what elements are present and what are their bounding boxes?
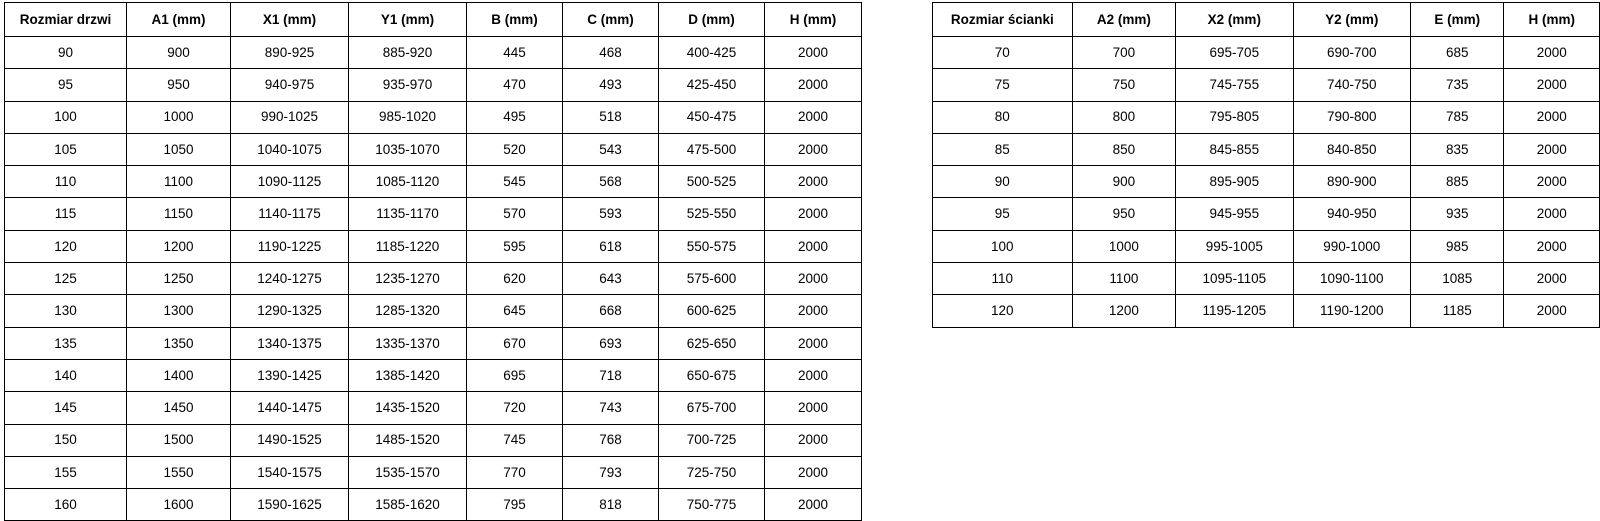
doors-cell: 400-425: [659, 37, 765, 69]
doors-cell: 670: [467, 327, 563, 359]
doors-cell: 668: [563, 295, 659, 327]
table-row: [5, 230, 862, 262]
doors-cell: 475-500: [659, 133, 765, 165]
table-row: [5, 263, 862, 295]
doors-cell: 985-1020: [349, 101, 467, 133]
doors-cell: 940-975: [231, 69, 349, 101]
doors-cell: 643: [563, 263, 659, 295]
table-row: [933, 69, 1600, 101]
doors-cell: 518: [563, 101, 659, 133]
table-row: [5, 37, 862, 69]
doors-cell: 543: [563, 133, 659, 165]
doors-column-header: D (mm): [659, 3, 765, 37]
walls-cell: 995-1005: [1176, 230, 1293, 262]
doors-cell: 145: [5, 392, 127, 424]
doors-cell: 645: [467, 295, 563, 327]
walls-column-header: H (mm): [1504, 3, 1600, 37]
table-row: [5, 198, 862, 230]
doors-cell: 1335-1370: [349, 327, 467, 359]
doors-cell: 1400: [127, 359, 231, 391]
walls-cell: 890-900: [1293, 166, 1410, 198]
doors-cell: 743: [563, 392, 659, 424]
doors-cell: 1485-1520: [349, 424, 467, 456]
walls-cell: 785: [1410, 101, 1504, 133]
walls-table-container: [932, 2, 1600, 328]
doors-column-header: Rozmiar drzwi: [5, 3, 127, 37]
doors-cell: 1150: [127, 198, 231, 230]
walls-dimensions-table: [932, 2, 1600, 328]
table-row: [5, 489, 862, 521]
doors-column-header: X1 (mm): [231, 3, 349, 37]
doors-cell: 693: [563, 327, 659, 359]
walls-cell: 1095-1105: [1176, 263, 1293, 295]
walls-cell: 2000: [1504, 37, 1600, 69]
walls-cell: 835: [1410, 133, 1504, 165]
doors-cell: 1235-1270: [349, 263, 467, 295]
doors-cell: 2000: [765, 166, 862, 198]
doors-cell: 525-550: [659, 198, 765, 230]
doors-cell: 1185-1220: [349, 230, 467, 262]
doors-cell: 620: [467, 263, 563, 295]
doors-cell: 150: [5, 424, 127, 456]
doors-cell: 135: [5, 327, 127, 359]
doors-cell: 425-450: [659, 69, 765, 101]
doors-cell: 140: [5, 359, 127, 391]
table-row: [5, 392, 862, 424]
doors-cell: 1050: [127, 133, 231, 165]
doors-cell: 1190-1225: [231, 230, 349, 262]
doors-cell: 1240-1275: [231, 263, 349, 295]
doors-cell: 718: [563, 359, 659, 391]
doors-cell: 950: [127, 69, 231, 101]
doors-cell: 520: [467, 133, 563, 165]
walls-cell: 90: [933, 166, 1073, 198]
doors-cell: 600-625: [659, 295, 765, 327]
doors-cell: 115: [5, 198, 127, 230]
walls-cell: 2000: [1504, 198, 1600, 230]
table-row: [5, 133, 862, 165]
walls-cell: 2000: [1504, 101, 1600, 133]
table-header-row: [5, 3, 862, 37]
walls-cell: 2000: [1504, 69, 1600, 101]
walls-cell: 950: [1072, 198, 1175, 230]
walls-cell: 1200: [1072, 295, 1175, 327]
doors-cell: 110: [5, 166, 127, 198]
doors-cell: 1035-1070: [349, 133, 467, 165]
table-row: [933, 198, 1600, 230]
doors-cell: 500-525: [659, 166, 765, 198]
walls-cell: 95: [933, 198, 1073, 230]
table-row: [5, 295, 862, 327]
walls-cell: 900: [1072, 166, 1175, 198]
walls-cell: 2000: [1504, 166, 1600, 198]
walls-cell: 100: [933, 230, 1073, 262]
doors-cell: 593: [563, 198, 659, 230]
doors-cell: 2000: [765, 101, 862, 133]
walls-cell: 2000: [1504, 133, 1600, 165]
doors-cell: 125: [5, 263, 127, 295]
doors-cell: 1500: [127, 424, 231, 456]
walls-cell: 945-955: [1176, 198, 1293, 230]
walls-cell: 790-800: [1293, 101, 1410, 133]
doors-cell: 1435-1520: [349, 392, 467, 424]
doors-cell: 1085-1120: [349, 166, 467, 198]
walls-cell: 685: [1410, 37, 1504, 69]
doors-cell: 795: [467, 489, 563, 521]
table-row: [933, 230, 1600, 262]
doors-cell: 1300: [127, 295, 231, 327]
table-row: [933, 101, 1600, 133]
doors-cell: 625-650: [659, 327, 765, 359]
table-row: [5, 359, 862, 391]
walls-cell: 120: [933, 295, 1073, 327]
doors-cell: 2000: [765, 69, 862, 101]
doors-cell: 1285-1320: [349, 295, 467, 327]
walls-cell: 1100: [1072, 263, 1175, 295]
walls-cell: 2000: [1504, 295, 1600, 327]
doors-column-header: H (mm): [765, 3, 862, 37]
walls-column-header: E (mm): [1410, 3, 1504, 37]
doors-cell: 818: [563, 489, 659, 521]
walls-cell: 75: [933, 69, 1073, 101]
doors-cell: 1090-1125: [231, 166, 349, 198]
walls-cell: 110: [933, 263, 1073, 295]
walls-cell: 935: [1410, 198, 1504, 230]
walls-table-body: [933, 37, 1600, 328]
doors-cell: 990-1025: [231, 101, 349, 133]
doors-cell: 885-920: [349, 37, 467, 69]
walls-cell: 1195-1205: [1176, 295, 1293, 327]
doors-cell: 2000: [765, 359, 862, 391]
doors-cell: 155: [5, 456, 127, 488]
doors-cell: 1550: [127, 456, 231, 488]
doors-cell: 1540-1575: [231, 456, 349, 488]
table-row: [933, 166, 1600, 198]
doors-cell: 100: [5, 101, 127, 133]
doors-column-header: Y1 (mm): [349, 3, 467, 37]
walls-cell: 895-905: [1176, 166, 1293, 198]
walls-cell: 2000: [1504, 263, 1600, 295]
doors-cell: 470: [467, 69, 563, 101]
walls-cell: 690-700: [1293, 37, 1410, 69]
table-row: [933, 295, 1600, 327]
doors-cell: 130: [5, 295, 127, 327]
doors-cell: 750-775: [659, 489, 765, 521]
doors-cell: 445: [467, 37, 563, 69]
doors-cell: 160: [5, 489, 127, 521]
doors-column-header: B (mm): [467, 3, 563, 37]
doors-table-container: [4, 2, 862, 521]
walls-cell: 1085: [1410, 263, 1504, 295]
walls-column-header: X2 (mm): [1176, 3, 1293, 37]
doors-cell: 545: [467, 166, 563, 198]
doors-cell: 1600: [127, 489, 231, 521]
table-row: [933, 37, 1600, 69]
doors-cell: 1390-1425: [231, 359, 349, 391]
walls-cell: 80: [933, 101, 1073, 133]
doors-cell: 550-575: [659, 230, 765, 262]
doors-cell: 1135-1170: [349, 198, 467, 230]
doors-cell: 1140-1175: [231, 198, 349, 230]
walls-cell: 745-755: [1176, 69, 1293, 101]
walls-cell: 1185: [1410, 295, 1504, 327]
walls-cell: 740-750: [1293, 69, 1410, 101]
doors-cell: 1040-1075: [231, 133, 349, 165]
doors-column-header: A1 (mm): [127, 3, 231, 37]
doors-cell: 650-675: [659, 359, 765, 391]
doors-cell: 2000: [765, 133, 862, 165]
table-row: [933, 133, 1600, 165]
doors-cell: 725-750: [659, 456, 765, 488]
walls-cell: 1090-1100: [1293, 263, 1410, 295]
doors-dimensions-table: [4, 2, 862, 521]
walls-cell: 750: [1072, 69, 1175, 101]
walls-cell: 2000: [1504, 230, 1600, 262]
doors-cell: 935-970: [349, 69, 467, 101]
doors-cell: 793: [563, 456, 659, 488]
walls-column-header: Rozmiar ścianki: [933, 3, 1073, 37]
walls-cell: 735: [1410, 69, 1504, 101]
walls-cell: 700: [1072, 37, 1175, 69]
walls-cell: 840-850: [1293, 133, 1410, 165]
doors-cell: 105: [5, 133, 127, 165]
doors-cell: 1290-1325: [231, 295, 349, 327]
doors-table-body: [5, 37, 862, 521]
walls-cell: 795-805: [1176, 101, 1293, 133]
doors-cell: 570: [467, 198, 563, 230]
walls-cell: 70: [933, 37, 1073, 69]
doors-cell: 90: [5, 37, 127, 69]
walls-cell: 85: [933, 133, 1073, 165]
doors-cell: 695: [467, 359, 563, 391]
doors-cell: 745: [467, 424, 563, 456]
doors-cell: 2000: [765, 327, 862, 359]
doors-cell: 2000: [765, 392, 862, 424]
doors-cell: 468: [563, 37, 659, 69]
walls-cell: 990-1000: [1293, 230, 1410, 262]
walls-cell: 800: [1072, 101, 1175, 133]
doors-table-head: [5, 3, 862, 37]
doors-cell: 1450: [127, 392, 231, 424]
doors-cell: 495: [467, 101, 563, 133]
doors-cell: 2000: [765, 456, 862, 488]
walls-column-header: Y2 (mm): [1293, 3, 1410, 37]
walls-table-head: [933, 3, 1600, 37]
doors-column-header: C (mm): [563, 3, 659, 37]
doors-cell: 120: [5, 230, 127, 262]
table-row: [5, 166, 862, 198]
doors-cell: 1200: [127, 230, 231, 262]
table-header-row: [933, 3, 1600, 37]
doors-cell: 675-700: [659, 392, 765, 424]
table-row: [5, 69, 862, 101]
walls-cell: 940-950: [1293, 198, 1410, 230]
doors-cell: 1535-1570: [349, 456, 467, 488]
walls-cell: 845-855: [1176, 133, 1293, 165]
doors-cell: 1490-1525: [231, 424, 349, 456]
doors-cell: 720: [467, 392, 563, 424]
doors-cell: 575-600: [659, 263, 765, 295]
table-row: [5, 327, 862, 359]
doors-cell: 700-725: [659, 424, 765, 456]
doors-cell: 2000: [765, 37, 862, 69]
doors-cell: 1585-1620: [349, 489, 467, 521]
doors-cell: 1100: [127, 166, 231, 198]
doors-cell: 1440-1475: [231, 392, 349, 424]
doors-cell: 1385-1420: [349, 359, 467, 391]
walls-cell: 885: [1410, 166, 1504, 198]
doors-cell: 1350: [127, 327, 231, 359]
walls-cell: 695-705: [1176, 37, 1293, 69]
table-row: [933, 263, 1600, 295]
doors-cell: 1250: [127, 263, 231, 295]
doors-cell: 890-925: [231, 37, 349, 69]
walls-cell: 1190-1200: [1293, 295, 1410, 327]
walls-cell: 850: [1072, 133, 1175, 165]
doors-cell: 2000: [765, 424, 862, 456]
doors-cell: 1590-1625: [231, 489, 349, 521]
doors-cell: 768: [563, 424, 659, 456]
doors-cell: 770: [467, 456, 563, 488]
doors-cell: 2000: [765, 489, 862, 521]
walls-cell: 1000: [1072, 230, 1175, 262]
doors-cell: 95: [5, 69, 127, 101]
doors-cell: 595: [467, 230, 563, 262]
doors-cell: 2000: [765, 230, 862, 262]
walls-cell: 985: [1410, 230, 1504, 262]
doors-cell: 2000: [765, 295, 862, 327]
doors-cell: 2000: [765, 198, 862, 230]
doors-cell: 2000: [765, 263, 862, 295]
doors-cell: 1000: [127, 101, 231, 133]
walls-column-header: A2 (mm): [1072, 3, 1175, 37]
doors-cell: 568: [563, 166, 659, 198]
doors-cell: 900: [127, 37, 231, 69]
table-row: [5, 101, 862, 133]
table-row: [5, 424, 862, 456]
doors-cell: 1340-1375: [231, 327, 349, 359]
doors-cell: 493: [563, 69, 659, 101]
table-row: [5, 456, 862, 488]
doors-cell: 618: [563, 230, 659, 262]
doors-cell: 450-475: [659, 101, 765, 133]
